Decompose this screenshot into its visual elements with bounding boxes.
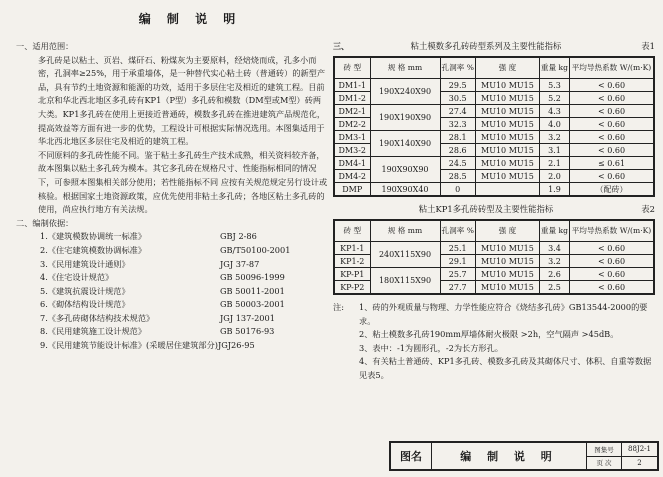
reference-name: 2.《住宅建筑模数协调标准》 — [40, 244, 147, 255]
table-header: 强 度 — [475, 220, 539, 242]
table-header: 重量 kg — [539, 220, 569, 242]
reference-code: GB 50096-1999 — [220, 272, 285, 283]
cell-size: 190X140X90 — [370, 131, 440, 157]
cell-porosity: 0 — [440, 183, 475, 197]
table-row — [334, 183, 654, 197]
cell-size: 240X115X90 — [370, 242, 440, 268]
cell-weight: 3.1 — [539, 144, 569, 157]
title-block-name: 编 制 说 明 — [432, 443, 587, 469]
reference-name: 3.《民用建筑设计通则》 — [40, 258, 130, 269]
cell-porosity: 25.7 — [440, 268, 475, 281]
cell-weight: 4.3 — [539, 105, 569, 118]
table2 — [333, 219, 655, 295]
reference-name: 7.《多孔砖砌体结构技术规范》 — [40, 312, 155, 323]
table-header: 孔洞率 % — [440, 220, 475, 242]
note-item — [333, 342, 655, 356]
cell-weight: 1.9 — [539, 183, 569, 197]
cell-weight: 3.4 — [539, 242, 569, 255]
left-column — [16, 40, 328, 353]
reference-item — [40, 285, 328, 299]
cell-strength: MU10 MU15 — [475, 131, 539, 144]
cell-porosity: 27.4 — [440, 105, 475, 118]
table-row — [334, 131, 654, 144]
cell-type: KP-P1 — [334, 268, 370, 281]
table-header: 砖 型 — [334, 57, 370, 79]
note-text: 2、粘土模数多孔砖190mm厚墙体耐火极限 >2h，空气隔声 >45dB。 — [359, 329, 619, 339]
title-block-meta — [587, 443, 657, 469]
note-item — [333, 355, 655, 382]
cell-conductivity: < 0.60 — [570, 268, 655, 281]
cell-conductivity: （配砖） — [570, 183, 655, 197]
reference-name: 8.《民用建筑施工设计规范》 — [40, 326, 147, 337]
reference-list — [16, 230, 328, 352]
section1-heading: 一、适用范围： — [16, 41, 74, 51]
cell-porosity: 30.5 — [440, 92, 475, 105]
cell-type: KP-P2 — [334, 281, 370, 295]
cell-conductivity: < 0.60 — [570, 118, 655, 131]
cell-type: DM2-2 — [334, 118, 370, 131]
reference-code: GB 50011-2001 — [220, 285, 285, 296]
cell-porosity: 28.6 — [440, 144, 475, 157]
table1-header-row — [334, 57, 654, 79]
cell-size: 190X240X90 — [370, 79, 440, 105]
cell-size: 190X90X90 — [370, 157, 440, 183]
table2-label: 表2 — [641, 204, 655, 214]
cell-weight: 4.0 — [539, 118, 569, 131]
note-text: 4、有关粘土普通砖、KP1多孔砖、模数多孔砖及其砌体尺寸、体积、自重等数据见表5。 — [359, 356, 652, 380]
note-text: 3、表中：-1为圆形孔，-2为长方形孔。 — [359, 342, 503, 353]
right-column — [333, 40, 655, 382]
cell-weight: 2.1 — [539, 157, 569, 170]
cell-size: 190X90X40 — [370, 183, 440, 197]
notes — [333, 301, 655, 382]
cell-strength: MU10 MU15 — [475, 79, 539, 92]
cell-weight: 3.2 — [539, 131, 569, 144]
cell-porosity: 28.5 — [440, 170, 475, 183]
cell-porosity: 28.1 — [440, 131, 475, 144]
cell-conductivity: < 0.60 — [570, 242, 655, 255]
cell-strength — [475, 183, 539, 197]
table-header: 重量 kg — [539, 57, 569, 79]
note-item — [333, 301, 655, 328]
cell-porosity: 27.7 — [440, 281, 475, 295]
table-row — [334, 105, 654, 118]
section2-heading: 二、编制依据： — [16, 217, 74, 228]
cell-strength: MU10 MU15 — [475, 281, 539, 295]
reference-code: GBJ 2-86 — [220, 231, 257, 242]
cell-conductivity: < 0.60 — [570, 92, 655, 105]
cell-strength: MU10 MU15 — [475, 118, 539, 131]
cell-weight: 5.3 — [539, 79, 569, 92]
cell-type: DM1-2 — [334, 92, 370, 105]
cell-weight: 2.0 — [539, 170, 569, 183]
cell-strength: MU10 MU15 — [475, 157, 539, 170]
cell-conductivity: < 0.60 — [570, 144, 655, 157]
cell-type: KP1-2 — [334, 255, 370, 268]
cell-porosity: 25.1 — [440, 242, 475, 255]
reference-item-last: 9.《民用建筑节能设计标准》(采暖居住建筑部分)JGJ26-95 — [40, 340, 255, 351]
cell-type: DMP — [334, 183, 370, 197]
reference-item — [40, 271, 328, 285]
cell-type: DM3-2 — [334, 144, 370, 157]
cell-strength: MU10 MU15 — [475, 92, 539, 105]
table-row — [334, 157, 654, 170]
section1-paragraph-2: 不同原料的多孔砖性能不同。鉴于粘土多孔砖生产技术成熟，相关资料较齐备，故本图集以粘土多孔砖为模本。其它多孔砖在规格尺寸、性能指标相同的情况下，可参照本图集相关部分使用；若性能指标不同 应按有关规范规定另行设计或核验。根据国家土地资源政策，应优先使用非粘土多孔砖；各地区粘土多孔砖的使用，尚应执行地方有关法规。 — [38, 149, 328, 215]
cell-conductivity: < 0.60 — [570, 281, 655, 295]
table-header: 强 度 — [475, 57, 539, 79]
title-block-label: 图名 — [391, 443, 432, 469]
table-header: 平均导热系数 W/(m·K) — [570, 220, 655, 242]
reference-code: GB 50176-93 — [220, 326, 275, 337]
reference-name: 1.《建筑模数协调统一标准》 — [40, 231, 147, 242]
cell-size: 180X115X90 — [370, 268, 440, 295]
reference-code: JGJ 137-2001 — [220, 312, 275, 323]
table-row — [334, 79, 654, 92]
cell-size: 190X190X90 — [370, 105, 440, 131]
table1-caption: 粘土模数多孔砖砖型系列及主要性能指标 — [410, 41, 562, 51]
cell-porosity: 32.3 — [440, 118, 475, 131]
cell-type: DM3-1 — [334, 131, 370, 144]
title-block — [389, 441, 659, 471]
cell-type: KP1-1 — [334, 242, 370, 255]
reference-code: GB/T50100-2001 — [220, 244, 291, 255]
atlas-number-key: 图集号 — [587, 443, 622, 456]
cell-type: DM4-2 — [334, 170, 370, 183]
cell-conductivity: ≤ 0.61 — [570, 157, 655, 170]
cell-porosity: 29.1 — [440, 255, 475, 268]
reference-item — [40, 312, 328, 326]
reference-name: 4.《住宅设计规范》 — [40, 272, 114, 283]
table1-caption-row — [333, 40, 655, 54]
note-text: 1、砖的外观质量与物理、力学性能应符合《烧结多孔砖》GB13544-2000的要求。 — [359, 302, 648, 326]
reference-item — [40, 325, 328, 339]
reference-code: GB 50003-2001 — [220, 299, 285, 310]
cell-weight: 2.6 — [539, 268, 569, 281]
cell-porosity: 29.5 — [440, 79, 475, 92]
note-item — [333, 328, 655, 342]
section1-paragraph-1: 多孔砖是以粘土、页岩、煤矸石、粉煤灰为主要原料，经焙烧而成，孔多小而密，孔洞率≥25%，用于承重墙体，是一种替代实心粘土砖（普通砖）的新型产品，具有节约土地资源和能源的功效，适用于多层住宅及相近的建筑工程。目前北京和华北西北地区多孔砖有KP1（P型）多孔砖和模数（DM型或M型）砖两大类。KP1多孔砖在使用上更接近普通砖，模数多孔砖在推进建筑产品规范化，提高效益等方面有进一步的优势，工程设计可根据实际情况选用。本图集适用于华北西北地区多层住宅及相近的建筑工程。 — [38, 54, 326, 147]
cell-conductivity: < 0.60 — [570, 255, 655, 268]
reference-name: 5.《建筑抗震设计规范》 — [40, 285, 130, 296]
table-row — [334, 242, 654, 255]
cell-conductivity: < 0.60 — [570, 170, 655, 183]
cell-strength: MU10 MU15 — [475, 170, 539, 183]
page-number-value: 2 — [637, 458, 642, 467]
notes-label: 注: — [333, 302, 344, 312]
table-header: 孔洞率 % — [440, 57, 475, 79]
cell-strength: MU10 MU15 — [475, 268, 539, 281]
table2-caption: 粘土KP1多孔砖砖型及主要性能指标 — [418, 204, 554, 214]
cell-weight: 2.5 — [539, 281, 569, 295]
table2-header-row — [334, 220, 654, 242]
cell-strength: MU10 MU15 — [475, 144, 539, 157]
reference-code: JGJ 37-87 — [220, 258, 260, 269]
reference-item — [40, 298, 328, 312]
cell-strength: MU10 MU15 — [475, 242, 539, 255]
table-header: 规 格 mm — [370, 57, 440, 79]
reference-item — [40, 244, 328, 258]
table1 — [333, 56, 655, 197]
cell-type: DM1-1 — [334, 79, 370, 92]
cell-type: DM4-1 — [334, 157, 370, 170]
section3-number: 三、 — [333, 41, 349, 51]
table1-label: 表1 — [641, 41, 655, 51]
atlas-number-value: 88J2-1 — [628, 445, 651, 454]
cell-conductivity: < 0.60 — [570, 105, 655, 118]
cell-type: DM2-1 — [334, 105, 370, 118]
cell-strength: MU10 MU15 — [475, 105, 539, 118]
table-row — [334, 268, 654, 281]
cell-weight: 5.2 — [539, 92, 569, 105]
table-header: 砖 型 — [334, 220, 370, 242]
reference-item — [40, 258, 328, 272]
cell-porosity: 24.5 — [440, 157, 475, 170]
reference-item — [40, 230, 328, 244]
reference-name: 6.《砌体结构设计规范》 — [40, 299, 130, 310]
page-title: 编 制 说 明 — [138, 12, 242, 26]
page-number-key: 页 次 — [587, 457, 622, 470]
table2-caption-row — [333, 203, 655, 217]
cell-weight: 3.2 — [539, 255, 569, 268]
cell-strength: MU10 MU15 — [475, 255, 539, 268]
table-header: 平均导热系数 W/(m·K) — [570, 57, 655, 79]
cell-conductivity: < 0.60 — [570, 79, 655, 92]
cell-conductivity: < 0.60 — [570, 131, 655, 144]
table-header: 规 格 mm — [370, 220, 440, 242]
